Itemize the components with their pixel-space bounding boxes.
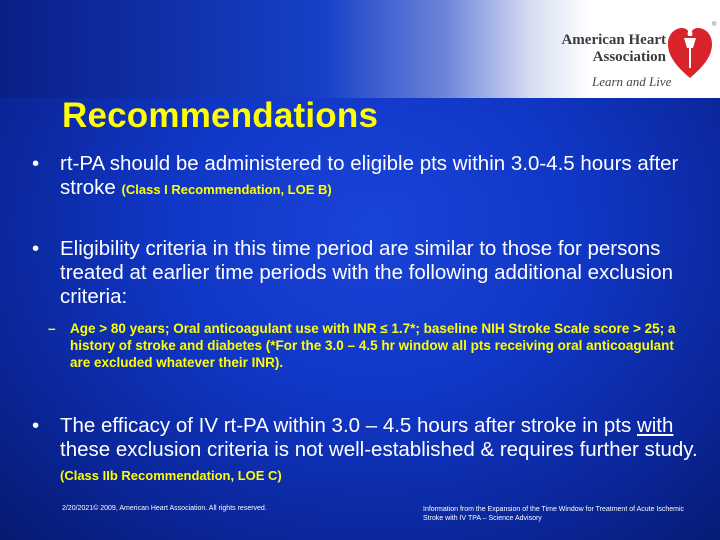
bullet-dot: •: [32, 237, 40, 260]
aha-logo: [548, 20, 718, 94]
bullet-2: [32, 237, 690, 309]
logo-line2: Association: [592, 49, 666, 65]
footer-copyright: 2/20/2021© 2009, American Heart Association. All rights reserved.: [62, 505, 267, 512]
bullet-1: [32, 152, 690, 202]
sub-bullet: [48, 320, 690, 371]
slide-title: Recommendations: [62, 96, 379, 135]
logo-tagline: Learn and Live: [592, 74, 672, 89]
bullet-3: [32, 414, 700, 488]
sub-bullet-text: Age > 80 years; Oral anticoagulant use with INR ≤ 1.7*; baseline NIH Stroke Scale score > 25; a history of stroke and diabetes (*For the 3.0 – 4.5 hr window all pts receiving oral anticoagulant are excluded whatever their INR).: [70, 321, 676, 370]
logo-line1: American Heart: [561, 32, 666, 48]
bullet-2-text: Eligibility criteria in this time period are similar to those for persons treated at earlier time periods with the following additional exclusion criteria:: [60, 237, 674, 308]
registered-mark: ®: [712, 22, 717, 28]
bullet-3-recommendation: (Class IIb Recommendation, LOE C): [60, 468, 282, 483]
sub-bullet-dash: –: [48, 321, 56, 336]
footer-source: Information from the Expansion of the Time Window for Treatment of Acute Ischemic Stroke with IV TPA – Science Advisory: [423, 506, 685, 522]
bullet-3-underlined-word: with: [636, 414, 674, 437]
heart-torch-icon: [666, 22, 717, 82]
bullet-1-recommendation: (Class I Recommendation, LOE B): [121, 182, 332, 197]
bullet-dot: •: [32, 414, 40, 437]
bullet-1-text: rt-PA should be administered to eligible pts within 3.0-4.5 hours after stroke: [60, 152, 679, 199]
bullet-3-text-post: these exclusion criteria is not well-established & requires further study.: [60, 438, 698, 461]
logo-name: [556, 32, 666, 66]
bullet-dot: •: [32, 152, 40, 175]
bullet-3-text-pre: The efficacy of IV rt-PA within 3.0 – 4.5 hours after stroke in pts: [60, 414, 632, 437]
